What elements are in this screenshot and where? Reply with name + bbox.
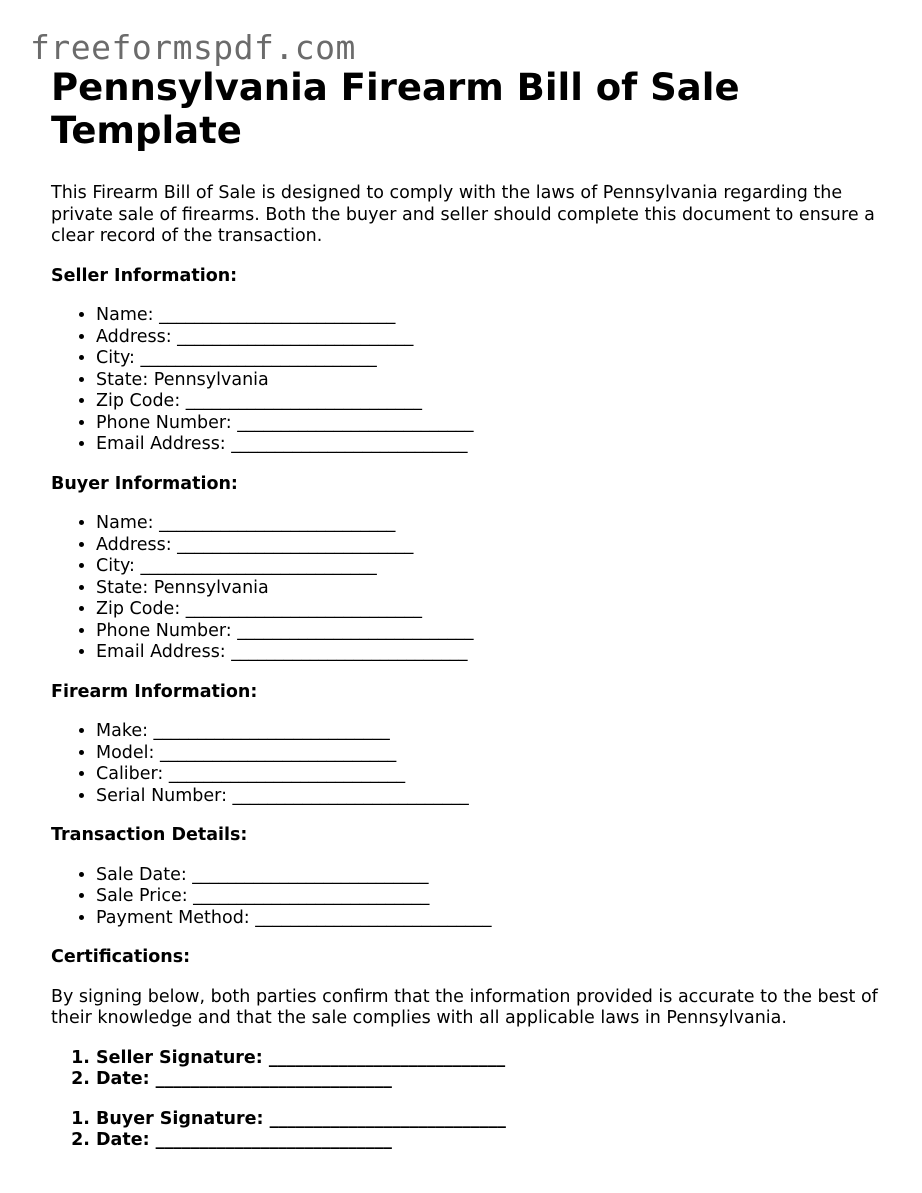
- watermark-text: freeformspdf.com: [30, 28, 356, 67]
- seller-list: [51, 305, 891, 456]
- transaction-list: [51, 865, 891, 930]
- firearm-list: [51, 721, 891, 807]
- sale-price: • Sale Price: ___________________________: [96, 886, 891, 908]
- transaction-heading: Transaction Details:: [51, 825, 248, 845]
- firearm-make: • Make: ___________________________: [96, 721, 891, 743]
- buyer-signature-date: 2. Date: ___________________________: [96, 1130, 891, 1152]
- buyer-email: • Email Address: ___________________________: [96, 642, 891, 664]
- seller-signature-date: 2. Date: ___________________________: [96, 1069, 891, 1091]
- firearm-serial: • Serial Number: ___________________________: [96, 786, 891, 808]
- buyer-phone: • Phone Number: ___________________________: [96, 621, 891, 643]
- certifications-heading: Certifications:: [51, 947, 191, 967]
- firearm-caliber: • Caliber: ___________________________: [96, 764, 891, 786]
- firearm-model: • Model: ___________________________: [96, 743, 891, 765]
- seller-signature: 1. Seller Signature: ___________________________: [96, 1048, 891, 1070]
- seller-state: • State: Pennsylvania: [96, 370, 891, 392]
- buyer-list: [51, 513, 891, 664]
- buyer-zip: • Zip Code: ___________________________: [96, 599, 891, 621]
- certifications-paragraph: By signing below, both parties confirm that the information provided is accurate to the best of their knowledge and that the sale complies with all applicable laws in Pennsylvania.: [51, 986, 878, 1028]
- buyer-signature: 1. Buyer Signature: ___________________________: [96, 1109, 891, 1131]
- buyer-signature-list: [51, 1109, 891, 1152]
- seller-address: • Address: ___________________________: [96, 327, 891, 349]
- firearm-heading: Firearm Information:: [51, 681, 258, 702]
- document: [51, 66, 891, 1152]
- seller-email: • Email Address: ___________________________: [96, 434, 891, 456]
- payment-method: • Payment Method: ___________________________: [96, 908, 891, 930]
- seller-name: • Name: ___________________________: [96, 305, 891, 327]
- buyer-address: • Address: ___________________________: [96, 535, 891, 557]
- seller-heading: Seller Information:: [51, 265, 238, 286]
- sale-date: • Sale Date: ___________________________: [96, 865, 891, 887]
- buyer-name: • Name: ___________________________: [96, 513, 891, 535]
- page-title: Pennsylvania Firearm Bill of Sale Template: [51, 66, 740, 152]
- seller-signature-list: [51, 1048, 891, 1091]
- seller-zip: • Zip Code: ___________________________: [96, 391, 891, 413]
- seller-phone: • Phone Number: ___________________________: [96, 413, 891, 435]
- buyer-heading: Buyer Information:: [51, 473, 238, 494]
- intro-paragraph: This Firearm Bill of Sale is designed to comply with the laws of Pennsylvania regarding the private sale of firearms. Both the buyer and seller should complete this document to ensure a clear record of the transaction.: [51, 183, 875, 246]
- seller-city: • City: ___________________________: [96, 348, 891, 370]
- buyer-city: • City: ___________________________: [96, 556, 891, 578]
- buyer-state: • State: Pennsylvania: [96, 578, 891, 600]
